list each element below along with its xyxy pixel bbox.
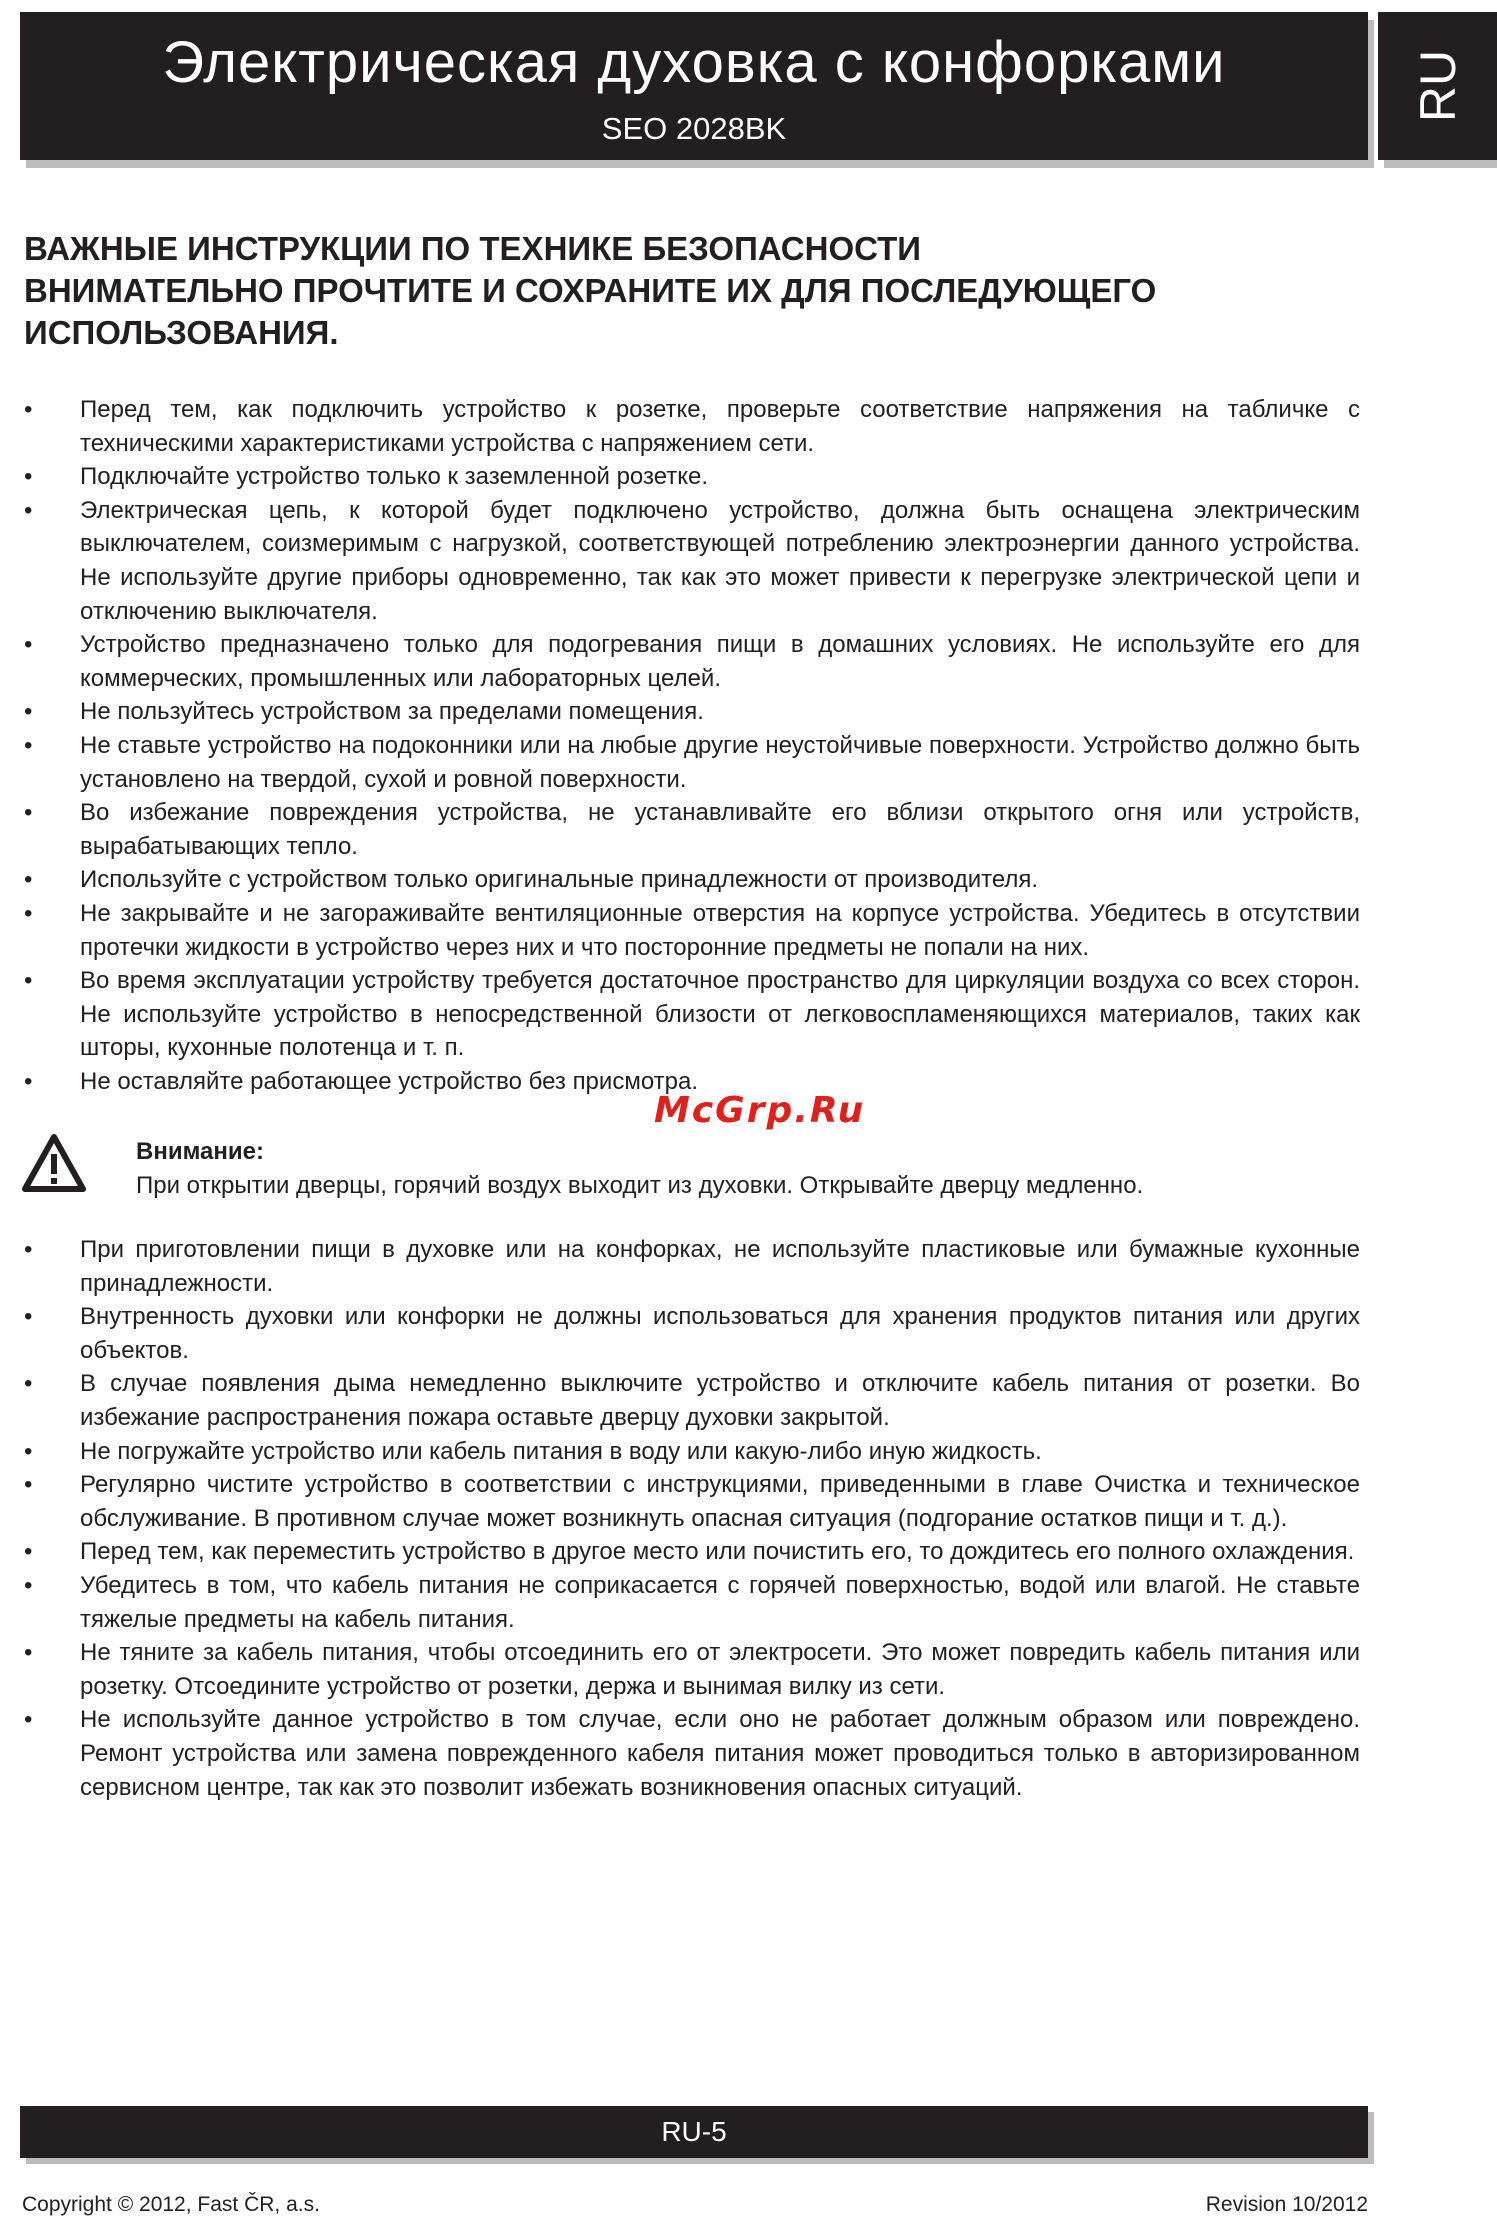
revision: Revision 10/2012 xyxy=(1205,2193,1368,2216)
bullet-icon: • xyxy=(24,1067,33,1095)
list-item xyxy=(0,964,1360,1065)
list-item xyxy=(0,863,1360,897)
bullet-icon: • xyxy=(24,1471,33,1499)
list-item-text: Не оставляйте работающее устройство без присмотра. xyxy=(80,1067,698,1095)
list-item-text: Во избежание повреждения устройства, не устанавливайте его вблизи открытого огня или устройств, вырабатывающих тепло. xyxy=(80,799,1360,860)
warning-title: Внимание: xyxy=(136,1138,264,1165)
bullet-icon: • xyxy=(24,1639,33,1667)
list-item xyxy=(0,796,1360,863)
bullet-icon: • xyxy=(24,967,33,995)
list-item xyxy=(0,897,1360,964)
list-item-text: Электрическая цепь, к которой будет подключено устройство, должна быть оснащена электрическим выключателем, соизмеримым с нагрузкой, соответствующей потреблению электроэнергии данного устройства. Не используйте другие приборы одновременно, так как это может привести к перегрузке электрической цепи и отключению выключателя. xyxy=(80,496,1360,625)
safety-list-1 xyxy=(0,393,1360,1098)
list-item xyxy=(0,494,1360,628)
bullet-icon: • xyxy=(24,899,33,927)
bullet-icon: • xyxy=(24,731,33,759)
list-item xyxy=(0,1233,1360,1300)
list-item xyxy=(0,1703,1360,1804)
bullet-icon: • xyxy=(24,1437,33,1465)
bullet-icon: • xyxy=(24,496,33,524)
list-item xyxy=(0,1468,1360,1535)
list-item xyxy=(0,1636,1360,1703)
bullet-icon: • xyxy=(24,799,33,827)
list-item-text: Не ставьте устройство на подоконники или на любые другие неустойчивые поверхности. Устройство должно быть установлено на твердой, сухой и ровной поверхности. xyxy=(80,731,1360,793)
list-item-text: Убедитесь в том, что кабель питания не соприкасается с горячей поверхностью, водой или влагой. Не ставьте тяжелые предметы на кабель питания. xyxy=(80,1571,1360,1633)
list-item xyxy=(0,729,1360,796)
list-item xyxy=(0,1569,1360,1636)
list-item xyxy=(0,1300,1360,1367)
bullet-icon: • xyxy=(24,1706,33,1734)
warning-text: При открытии дверцы, горячий воздух выходит из духовки. Открывайте дверцу медленно. xyxy=(136,1172,1144,1199)
list-item xyxy=(0,460,1360,494)
list-item xyxy=(0,695,1360,729)
section-heading xyxy=(24,228,1364,354)
language-tab xyxy=(1378,12,1497,160)
list-item-text: Перед тем, как подключить устройство к розетке, проверьте соответствие напряжения на табличке с техническими характеристиками устройства с напряжением сети. xyxy=(80,396,1360,457)
copyright: Copyright © 2012, Fast ČR, a.s. xyxy=(22,2193,320,2216)
list-item-text: Перед тем, как переместить устройство в другое место или почистить его, то дождитесь его полного охлаждения. xyxy=(80,1538,1355,1566)
document-title: Электрическая духовка с конфорками xyxy=(162,30,1226,95)
list-item-text: Регулярно чистите устройство в соответствии с инструкциями, приведенными в главе Очистка и техническое обслуживание. В противном случае может возникнуть опасная ситуация (подгорание остатков пищи и т. д.). xyxy=(80,1471,1360,1532)
language-label: RU xyxy=(1409,49,1466,123)
bullet-icon: • xyxy=(24,1303,33,1331)
list-item-text: Не пользуйтесь устройством за пределами помещения. xyxy=(80,698,704,726)
list-item xyxy=(0,1535,1360,1569)
watermark: McGrp.Ru xyxy=(654,1090,866,1131)
list-item-text: Не погружайте устройство или кабель питания в воду или какую-либо иную жидкость. xyxy=(80,1437,1042,1465)
bullet-icon: • xyxy=(24,698,33,726)
list-item-text: При приготовлении пищи в духовке или на конфорках, не используйте пластиковые или бумажные кухонные принадлежности. xyxy=(80,1236,1360,1297)
model-number: SEO 2028BK xyxy=(601,111,787,146)
list-item xyxy=(0,1367,1360,1434)
safety-list-2 xyxy=(0,1233,1360,1804)
list-item-text: Не используйте данное устройство в том случае, если оно не работает должным образом или повреждено. Ремонт устройства или замена поврежденного кабеля питания может проводиться только в авторизированном сервисном центре, так как это позволит избежать возникновения опасных ситуаций. xyxy=(80,1706,1360,1801)
list-item xyxy=(0,628,1360,695)
bullet-icon: • xyxy=(24,1571,33,1599)
list-item-text: Подключайте устройство только к заземленной розетке. xyxy=(80,463,709,491)
heading-line-3: ИСПОЛЬЗОВАНИЯ. xyxy=(24,314,339,351)
bullet-icon: • xyxy=(24,1370,33,1398)
header-bar xyxy=(20,12,1368,160)
heading-line-1: ВАЖНЫЕ ИНСТРУКЦИИ ПО ТЕХНИКЕ БЕЗОПАСНОСТИ xyxy=(24,230,922,267)
footer-bar xyxy=(20,2106,1368,2158)
list-item-text: Не закрывайте и не загораживайте вентиляционные отверстия на корпусе устройства. Убедитесь в отсутствии протечки жидкости в устройство через них и что посторонние предметы не попали на них. xyxy=(80,899,1360,961)
list-item-text: Во время эксплуатации устройству требуется достаточное пространство для циркуляции воздуха со всех сторон. Не используйте устройство в непосредственной близости от легковоспламеняющихся материалов, таких как шторы, кухонные полотенца и т. п. xyxy=(80,967,1360,1062)
list-item-text: Используйте с устройством только оригинальные принадлежности от производителя. xyxy=(80,866,1039,894)
list-item-text: Устройство предназначено только для подогревания пищи в домашних условиях. Не используйте его для коммерческих, промышленных или лабораторных целей. xyxy=(80,631,1360,692)
list-item-text: Внутренность духовки или конфорки не должны использоваться для хранения продуктов питания или других объектов. xyxy=(80,1303,1360,1364)
bullet-icon: • xyxy=(24,631,33,659)
list-item xyxy=(0,1435,1360,1469)
list-item-text: Не тяните за кабель питания, чтобы отсоединить его от электросети. Это может повредить кабель питания или розетку. Отсоедините устройство от розетки, держа и вынимая вилку из сети. xyxy=(80,1639,1360,1700)
warning-triangle-icon xyxy=(22,1134,86,1192)
heading-line-2: ВНИМАТЕЛЬНО ПРОЧТИТЕ И СОХРАНИТЕ ИХ ДЛЯ ПОСЛЕДУЮЩЕГО xyxy=(24,272,1157,309)
list-item-text: В случае появления дыма немедленно выключите устройство и отключите кабель питания от розетки. Во избежание распространения пожара оставьте дверцу духовки закрытой. xyxy=(80,1370,1360,1431)
bullet-icon: • xyxy=(24,866,33,894)
bullet-icon: • xyxy=(24,1236,33,1263)
bullet-icon: • xyxy=(24,1538,33,1566)
list-item xyxy=(0,393,1360,460)
bullet-icon: • xyxy=(24,396,33,423)
bullet-icon: • xyxy=(24,463,33,491)
page-number: RU-5 xyxy=(661,2116,727,2147)
